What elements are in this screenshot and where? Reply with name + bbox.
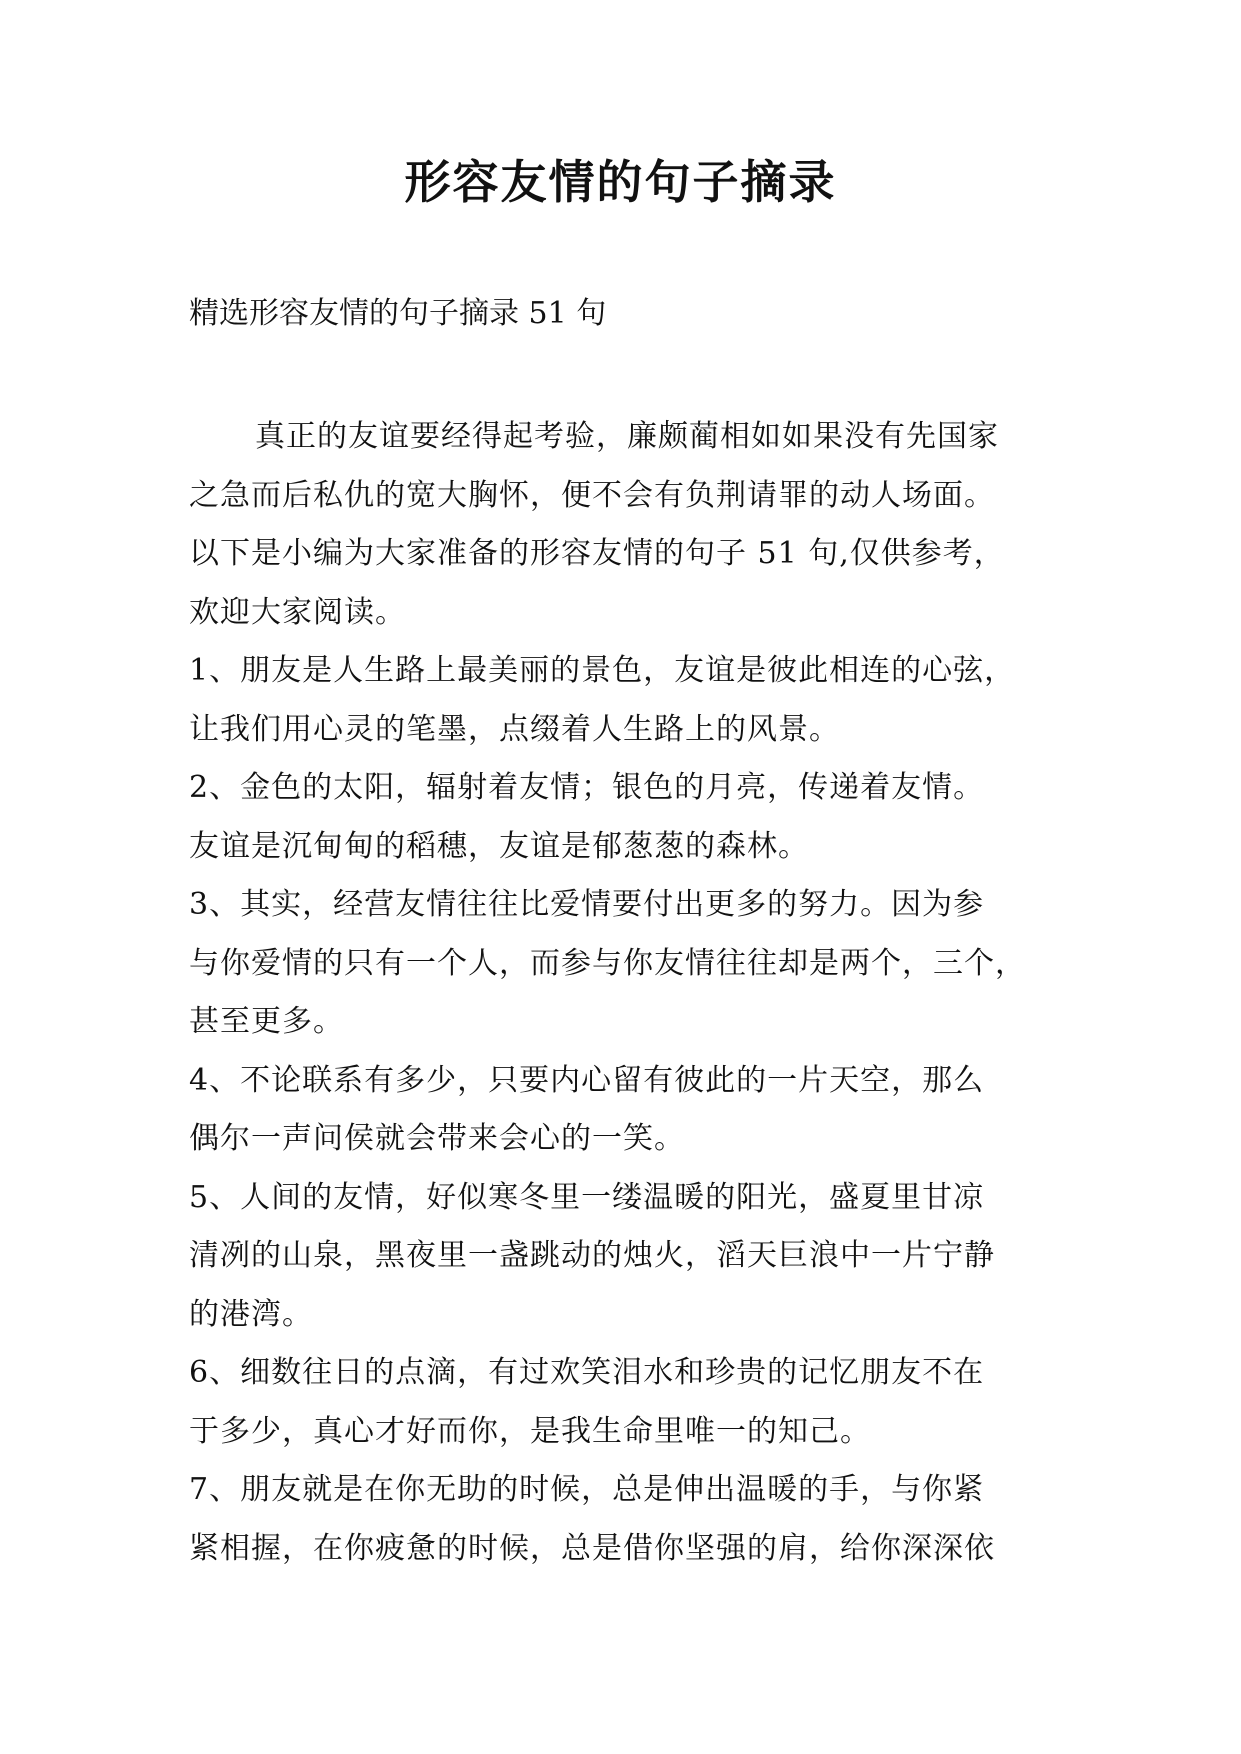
paragraph-line: 欢迎大家阅读。 <box>189 594 406 630</box>
paragraph-line: 7、朋友就是在你无助的时候，总是伸出温暖的手，与你紧 <box>189 1472 985 1507</box>
paragraph-line: 6、细数往日的点滴，有过欢笑泪水和珍贵的记忆朋友不在 <box>189 1355 985 1390</box>
paragraph-line: 让我们用心灵的笔墨，点缀着人生路上的风景。 <box>189 711 840 747</box>
paragraph-line: 2、金色的太阳，辐射着友情；银色的月亮，传递着友情。 <box>189 770 985 805</box>
paragraph-line: 友谊是沉甸甸的稻穗，友谊是郁葱葱的森林。 <box>189 828 809 864</box>
paragraph-line: 5、人间的友情，好似寒冬里一缕温暖的阳光，盛夏里甘凉 <box>189 1179 985 1215</box>
document-body <box>189 408 1069 1578</box>
paragraph-line: 以下是小编为大家准备的形容友情的句子 51 句,仅供参考， <box>189 536 1005 571</box>
paragraph-line: 1、朋友是人生路上最美丽的景色，友谊是彼此相连的心弦， <box>189 653 1016 688</box>
paragraph-line: 3、其实，经营友情往往比爱情要付出更多的努力。因为参 <box>189 887 985 922</box>
paragraph-line: 清冽的山泉，黑夜里一盏跳动的烛火，滔天巨浪中一片宁静 <box>189 1238 995 1273</box>
document-title: 形容友情的句子摘录 <box>404 155 837 209</box>
paragraph-line: 与你爱情的只有一个人，而参与你友情往往却是两个，三个， <box>189 945 1026 981</box>
paragraph-line: 真正的友谊要经得起考验，廉颇蔺相如如果没有先国家 <box>255 419 999 454</box>
paragraph-line: 的港湾。 <box>189 1296 313 1332</box>
paragraph-line: 甚至更多。 <box>189 1004 344 1039</box>
paragraph-line: 之急而后私仇的宽大胸怀，便不会有负荆请罪的动人场面。 <box>189 477 995 513</box>
paragraph-line: 紧相握，在你疲惫的时候，总是借你坚强的肩，给你深深依 <box>189 1530 995 1566</box>
paragraph-line: 偶尔一声问侯就会带来会心的一笑。 <box>189 1121 685 1156</box>
paragraph-line: 于多少，真心才好而你，是我生命里唯一的知己。 <box>189 1413 871 1449</box>
document-subtitle: 精选形容友情的句子摘录 51 句 <box>189 296 607 331</box>
paragraph-line: 4、不论联系有多少，只要内心留有彼此的一片天空，那么 <box>189 1062 985 1098</box>
